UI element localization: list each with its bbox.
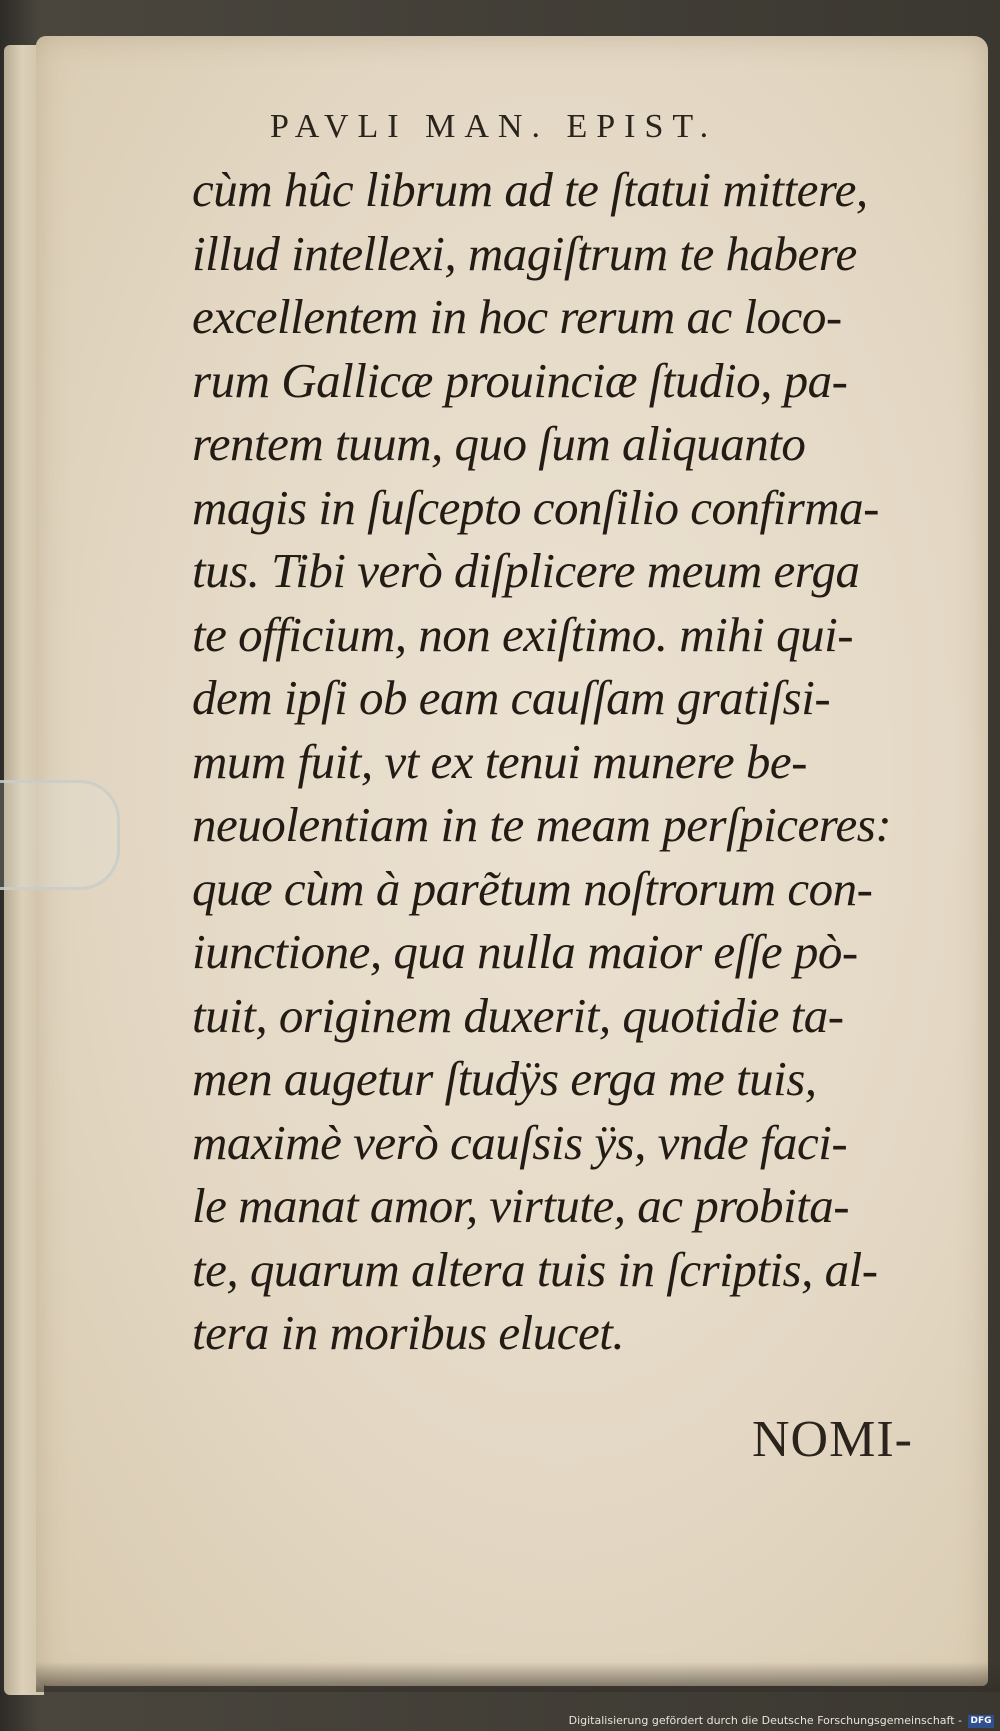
text-line: te, quarum altera tuis in ſcriptis, al-	[192, 1241, 878, 1297]
text-line: cùm hûc librum ad te ſtatui mittere,	[192, 162, 868, 217]
text-line: excellentem in hoc rerum ac loco-	[192, 289, 842, 344]
text-line: tuit, originem duxerit, quotidie ta-	[192, 987, 844, 1043]
text-line: men augetur ſtudÿs erga me tuis,	[192, 1051, 817, 1106]
text-line: te officium, non exiſtimo. mihi qui-	[192, 606, 854, 662]
catchword: NOMI-	[752, 1411, 913, 1468]
text-line: illud intellexi, magiſtrum te habere	[192, 225, 857, 281]
text-line: magis in ſuſcepto conſilio confirma-	[192, 479, 879, 535]
text-line: tera in moribus elucet.	[192, 1305, 625, 1360]
digitization-credit: Digitalisierung gefördert durch die Deutsche Forschungsgemeinschaft -	[568, 1714, 962, 1727]
text-line: iunctione, qua nulla maior eſſe pò-	[192, 924, 858, 979]
text-line: quæ cùm à parẽtum noſtrorum con-	[192, 860, 873, 916]
text-line: maximè verò cauſsis ÿs, vnde faci-	[192, 1114, 848, 1170]
text-line: dem ipſi ob eam cauſſam gratiſsi-	[192, 670, 831, 725]
text-line: rentem tuum, quo ſum aliquanto	[192, 416, 806, 471]
page-shadow	[36, 1662, 1000, 1692]
text-line: le manat amor, virtute, ac probita-	[192, 1178, 850, 1233]
running-head: PAVLI MAN. EPIST.	[270, 108, 718, 145]
text-line: mum fuit, vt ex tenui munere be-	[192, 733, 807, 789]
text-line: neuolentiam in te meam perſpiceres:	[192, 797, 892, 852]
text-line: rum Gallicæ prouinciæ ſtudio, pa-	[192, 352, 848, 408]
body-text	[192, 158, 952, 1365]
dfg-logo: DFG	[968, 1715, 994, 1728]
text-line: tus. Tibi verò diſplicere meum erga	[192, 543, 860, 598]
page-clip	[0, 780, 120, 890]
